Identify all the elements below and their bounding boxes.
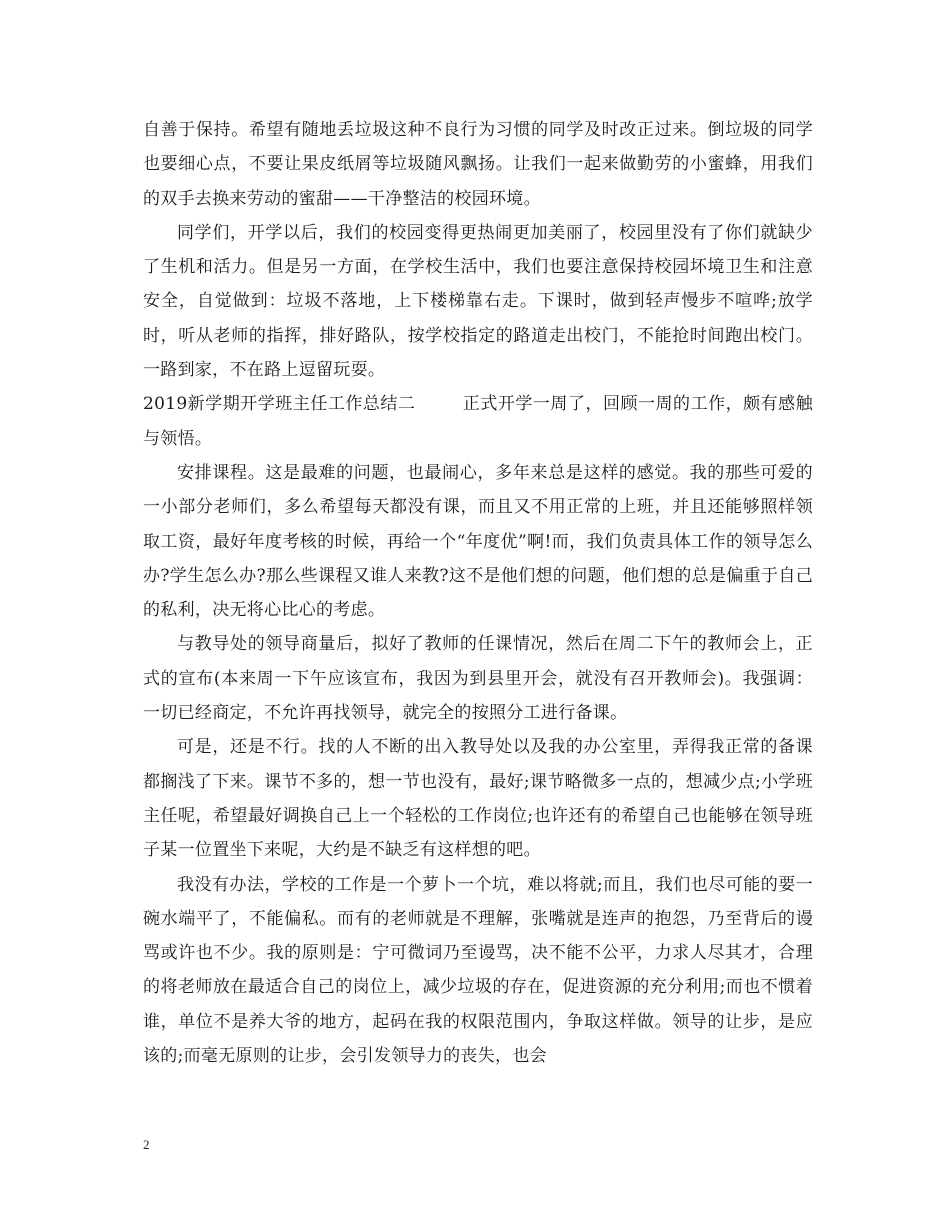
- paragraph-continuation: 自善于保持。希望有随地丢垃圾这种不良行为习惯的同学及时改正过来。倒垃圾的同学也要细心点，不要让果皮纸屑等垃圾随风飘扬。让我们一起来做勤劳的小蜜蜂，用我们的双手去换来劳动的蜜甜——干净整洁的校园环境。: [143, 120, 813, 209]
- page-number: 2: [143, 1137, 150, 1152]
- paragraph-course-arrangement: 安排课程。这是最难的问题，也最闹心，多年来总是这样的感觉。我的那些可爱的一小部分老师们，多么希望每天都没有课，而且又不用正常的上班，并且还能够照样领取工资，最好年度考核的时候，再给一个“年度优”啊!而，我们负责具体工作的领导怎么办?学生怎么办?那么些课程又谁人来教?这不是他们想的问题，他们想的总是偏重于自己的私利，决无将心比心的考虑。: [143, 462, 813, 621]
- paragraph-campus-environment: 同学们，开学以后，我们的校园变得更热闹更加美丽了，校园里没有了你们就缺少了生机和活力。但是另一方面，在学校生活中，我们也要注意保持校园坏境卫生和注意安全，自觉做到：垃圾不落地，上下楼梯靠右走。下课时，做到轻声慢步不喧哗;放学时，听从老师的指挥，排好路队，按学校指定的路道走出校门，不能抢时间跑出校门。一路到家，不在路上逗留玩耍。: [143, 222, 813, 381]
- section-heading-summary-two: 2019新学期开学班主任工作总结二 正式开学一周了，回顾一周的工作，颇有感触与领悟。: [143, 394, 813, 449]
- document-body: [143, 113, 813, 1073]
- paragraph-principles: 我没有办法，学校的工作是一个萝卜一个坑，难以将就;而且，我们也尽可能的要一碗水端平了，不能偏私。而有的老师就是不理解，张嘴就是连声的抱怨，乃至背后的谩骂或许也不少。我的原则是：宁可微词乃至谩骂，决不能不公平，力求人尽其才，合理的将老师放在最适合自己的岗位上，减少垃圾的存在，促进资源的充分利用;而也不惯着谁，单位不是养大爷的地方，起码在我的权限范围内，争取这样做。领导的让步，是应该的;而毫无原则的让步，会引发领导力的丧失，也会: [143, 874, 813, 1067]
- paragraph-still-not-working: 可是，还是不行。找的人不断的出入教导处以及我的办公室里，弄得我正常的备课都搁浅了下来。课节不多的，想一节也没有，最好;课节略微多一点的，想减少点;小学班主任呢，希望最好调换自己上一个轻松的工作岗位;也许还有的希望自己也能够在领导班子某一位置坐下来呢，大约是不缺乏有这样想的吧。: [143, 737, 813, 861]
- paragraph-teaching-assignment: 与教导处的领导商量后，拟好了教师的任课情况，然后在周二下午的教师会上，正式的宣布(本来周一下午应该宣布，我因为到县里开会，就没有召开教师会)。我强调：一切已经商定，不允许再找领导，就完全的按照分工进行备课。: [143, 634, 813, 724]
